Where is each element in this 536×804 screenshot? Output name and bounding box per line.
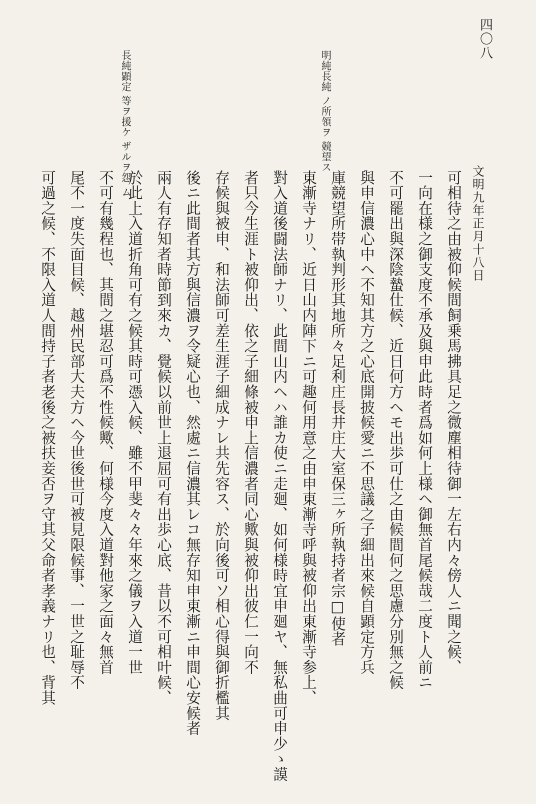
side-note-claim: 明純長純 ノ所領ヲ 競望ス <box>319 50 330 173</box>
page-number: 四〇八 <box>477 18 492 60</box>
side-note-grievance: 長純顕定 等ヲ援ケ ザルヲ怨 ム <box>119 50 130 198</box>
date-heading: 文明九年正月十八日 <box>471 165 485 282</box>
body-text: 可相待之由被仰候間飼乗馬拂具足之微塵相待御一左右内々傍人ニ聞之候、 一向在様之御支度不承及與申此時者爲如何上様ヘ御無首尾候哉二度ト人前ニ 不可罷出與深陰蟄仕候、近日何方ヘモ出歩可仕之由候間何之思慮分別無之候 與申信濃心中ヘ不知其方之心底開披候愛ニ不思議之子細出來候自顕定方兵 庫競望所帯執判形其地所々足利庄長井庄大室保三ヶ所執持者宗□使者 東漸寺ナリ、近日山内陣下ニ可趣何用意之由申東漸寺呼與被仰出東漸寺参上、 對入道後闘法師ナリ、此間山内ヘハ誰カ使ニ走廻、如何様時宜申廻ヤ、無私曲可申少ゝ謨 者只今生涯ト被仰出、依之子細條被申上信濃者同心歟與被仰出彼仁一向不 存候與被申、和法師可差生涯子細成ナレ共先容ス、於向後可ソ相心得與御折檻其 後ニ此間者其方與信濃ヲ令疑心也、然處ニ信濃其レコ無存知申東漸ニ申間心安候者 兩人有存知者時節到來カ、覺候以前世上退屈可有出歩心底、昔以不可相叶候、 於此上入道折角可有之候其時可憑入候、雖不甲斐々々年來之儀ヲ入道一世 不可有幾程也、其間之堪忍可爲不性候歟、何様今度入道對他家之面々無首 尾不一度失面目候、越州民部大夫方ヘ今世後世可被見限候事、一世之耻辱不 可過之候、不限入道人間持子者老後之被扶妾否ヲ守其父命者孝義ナリ也、背其 <box>39 170 462 782</box>
